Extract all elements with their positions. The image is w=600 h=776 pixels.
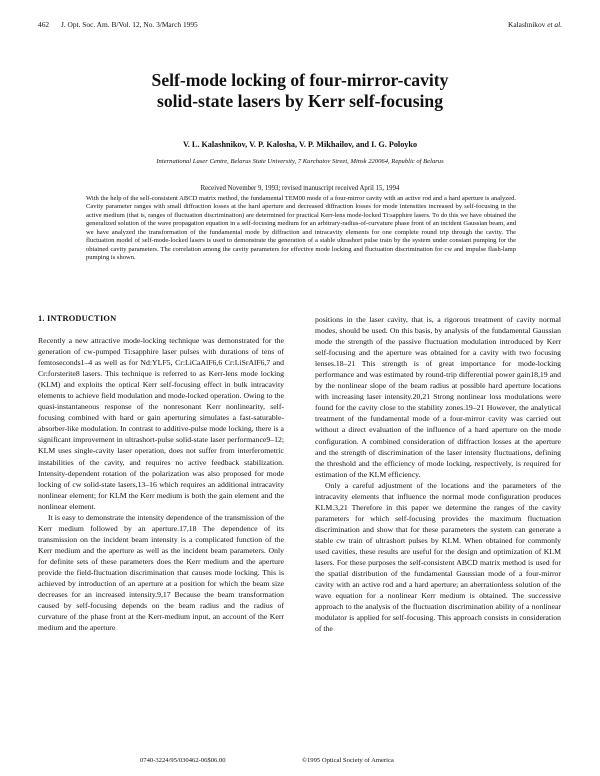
intro-paragraph-3: positions in the laser cavity, that is, a rigorous treatment of cavity normal modes, should be used. On this basis, by analysis of the fundamental Gaussian mode the strength of the passive fluctuation modulation introduced by Kerr self-focusing and the aperture was obtained for a cavity with two focusing lenses.18–21 This strength is of great importance for mode-locking performance and was estimated by round-trip differential power gain18,19 and by the nonlinear slope of the beam radius at possible hard aperture locations with increasing laser intensity.20,21 Strong nonlinear loss modulations were found for the cavity close to the stability zones.19–21 However, the analytical treatment of the fundamental mode of a four-mirror cavity was carried out without a direct evaluation of the influence of a hard aperture on the mode configuration. A combined consideration of diffraction losses at the aperture and the strength of discrimination of the laser intensity fluctuations, defining the threshold and the efficiency of mode locking, respectively, is required for estimation of the KLM efficiency. <box>315 315 561 479</box>
article-title-line-1: Self-mode locking of four-mirror-cavity <box>151 70 449 90</box>
running-head <box>38 19 562 31</box>
page-number: 462 <box>38 20 50 29</box>
affiliation: International Laser Centre, Belarus State University, 7 Kurchatov Street, Minsk 220064, Republic of Belarus <box>156 158 444 165</box>
footer-copyright: ©1995 Optical Society of America <box>302 757 394 764</box>
footer-article-code: 0740-3224/95/030462-06$06.00 <box>140 757 226 764</box>
intro-paragraph-4: Only a careful adjustment of the locations and the parameters of the intracavity elements that influence the normal mode configuration produces KLM.3,21 Therefore in this paper we determine the ranges of the cavity parameters for which self-focusing provides the maximum fluctuation discrimination and show that for these parameters the system can generate a stable cw train of ultrashort pulses by KLM. When obtained for commonly used cavities, these results are useful for the design and optimization of KLM lasers. For these purposes the self-consistent ABCD matrix method is used for the spatial distribution of the fundamental Gaussian mode of a four-mirror cavity with an active rod and a hard aperture; an aberrationless solution of the wave equation for a nonlinear Kerr medium is obtained. The successive approach to the analysis of the fluctuation discrimination ability of a nonlinear modulator is applied for self-focusing. This approach consists in consideration of the <box>315 480 561 634</box>
received-dates: Received November 9, 1993; revised manuscript received April 15, 1994 <box>200 185 400 192</box>
abstract: With the help of the self-consistent ABCD matrix method, the fundamental TEM00 mode of a four-mirror cavity with an active rod and a hard aperture is analyzed. Cavity parameter ranges with small diffraction losses at the hard aperture and decreased diffraction losses for mode intensities increased by self-focusing in the active medium (that is, ranges of fluctuation discrimination) are determined for practical Kerr-lens mode-locked Ti:sapphire lasers. To do this we have obtained the generalized solution of the wave propagation equation in a self-focusing medium for an arbitrary-radius-of-curvature phase front of an incident Gaussian beam, and we have analyzed the transformation of the fundamental mode by diffraction and intracavity elements for one complete round trip through the cavity. The fluctuation model of self-mode-locked lasers is used to demonstrate the generation of a stable ultrashort pulse train by the system under constant pumping for the obtained cavity parameters. The correlation among the cavity parameters for effective mode locking and fluctuation discrimination for cw and impulse flash-lamp pumping is shown. <box>86 195 516 262</box>
running-head-left <box>38 19 198 31</box>
left-column <box>38 313 284 633</box>
page-footer <box>100 756 560 766</box>
running-head-et-al: et al. <box>547 20 562 29</box>
intro-paragraph-1: Recently a new attractive mode-locking technique was demonstrated for the generation of cw-pumped Ti:sapphire laser pulses with durations of tens of femtoseconds1–4 as well as for Nd:YLF5, Cr:LiCaAlF6,6 Cr:LiSrAlF6,7 and Cr:forsterite8 lasers. This technique is referred to as Kerr-lens mode locking (KLM) and exploits the optical Kerr self-focusing effect in bulk intracavity elements to achieve field modulation and mode-locked operation. Owing to the quasi-instantaneous response of the nonresonant Kerr nonlinearity, self-focusing combined with hard or gain aperturing simulates a fast-saturable-absorber-like modulation. In contrast to additive-pulse mode locking, there is a significant improvement in ultrashort-pulse solid-state laser performance9–12; KLM uses single-cavity laser operation, does not suffer from interferometric instabilities of the cavity, and requires no active feedback stabilization. Intensity-dependent rotation of the polarization was also proposed for mode locking of cw solid-state lasers,13–16 which requires an additional intracavity nonlinear element; for KLM the Kerr medium is both the gain element and the nonlinear element. <box>38 336 284 511</box>
article-title <box>40 70 560 112</box>
section-heading-introduction: 1. INTRODUCTION <box>38 314 117 323</box>
right-column <box>315 314 561 634</box>
running-head-author <box>508 19 562 31</box>
intro-paragraph-2: It is easy to demonstrate the intensity dependence of the transmission of the Kerr medium followed by an aperture.17,18 The dependence of its transmission on the incident beam intensity is a complicated function of the Kerr medium and the aperture as well as the incident beam parameters. Only for definite sets of these parameters does the Kerr medium and the aperture provide the field-fluctuation discrimination that causes mode locking. This is achieved by introduction of an aperture at a position for which the beam size decreases for an increased intensity.9,17 Because the beam transformation caused by self-focusing depends on the beam radius and the radius of curvature of the phase front at the Kerr-medium input, an account of the Kerr medium and the aperture <box>38 512 284 633</box>
author-list: V. L. Kalashnikov, V. P. Kalosha, V. P. Mikhailov, and I. G. Poloyko <box>182 140 418 149</box>
article-title-line-2: solid-state lasers by Kerr self-focusing <box>156 91 444 111</box>
journal-citation: J. Opt. Soc. Am. B/Vol. 12, No. 3/March 1995 <box>60 20 198 29</box>
running-head-author-name: Kalashnikov <box>508 20 546 29</box>
